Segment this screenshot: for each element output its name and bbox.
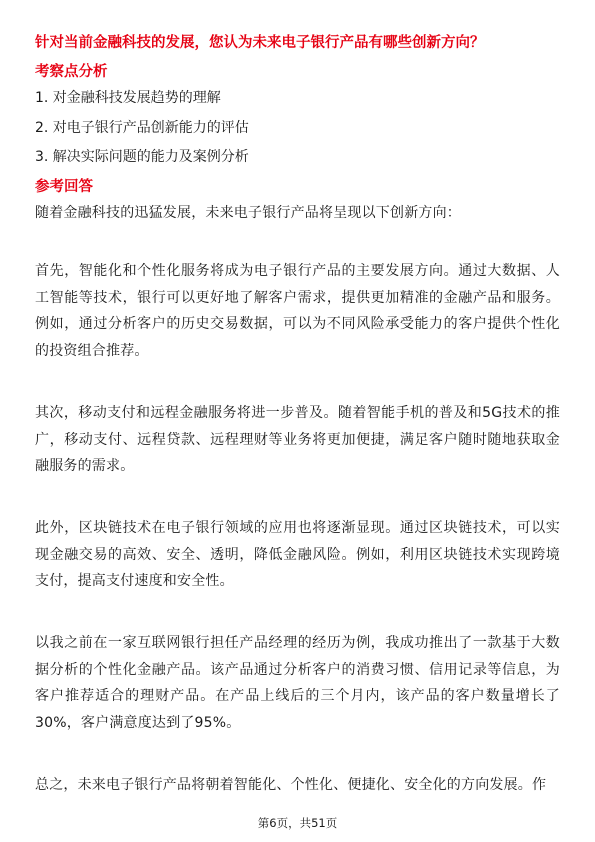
analysis-item-1: 1. 对金融科技发展趋势的理解 — [35, 90, 221, 106]
answer-paragraph-4: 以我之前在一家互联网银行担任产品经理的经历为例，我成功推出了一款基于大数据分析的个性化金融产品。该产品通过分析客户的消费习惯、信用记录等信息，为客户推荐适合的理财产品。在产品上线后的三个月内，该产品的客户数量增长了30%，客户满意度达到了95%。 — [35, 635, 560, 732]
answer-title: 参考回答 — [35, 179, 93, 195]
analysis-title: 考察点分析 — [35, 64, 108, 80]
answer-paragraph-5: 总之，未来电子银行产品将朝着智能化、个性化、便捷化、安全化的方向发展。作 — [35, 777, 547, 793]
answer-paragraph-3: 此外，区块链技术在电子银行领域的应用也将逐渐显现。通过区块链技术，可以实现金融交易的高效、安全、透明，降低金融风险。例如，利用区块链技术实现跨境支付，提高支付速度和安全性。 — [35, 520, 560, 590]
answer-paragraph-intro: 随着金融科技的迅猛发展，未来电子银行产品将呈现以下创新方向： — [35, 205, 461, 221]
analysis-item-3: 3. 解决实际问题的能力及案例分析 — [35, 149, 249, 165]
page-number-footer: 第6页，共51页 — [257, 816, 338, 830]
answer-paragraph-1: 首先，智能化和个性化服务将成为电子银行产品的主要发展方向。通过大数据、人工智能等技术，银行可以更好地了解客户需求，提供更加精准的金融产品和服务。例如，通过分析客户的历史交易数据，可以为不同风险承受能力的客户提供个性化的投资组合推荐。 — [35, 263, 560, 360]
answer-paragraph-2: 其次，移动支付和远程金融服务将进一步普及。随着智能手机的普及和5G技术的推广，移动支付、远程贷款、远程理财等业务将更加便捷，满足客户随时随地获取金融服务的需求。 — [35, 405, 560, 475]
analysis-item-2: 2. 对电子银行产品创新能力的评估 — [35, 120, 249, 136]
question-heading: 针对当前金融科技的发展，您认为未来电子银行产品有哪些创新方向？ — [35, 35, 485, 51]
